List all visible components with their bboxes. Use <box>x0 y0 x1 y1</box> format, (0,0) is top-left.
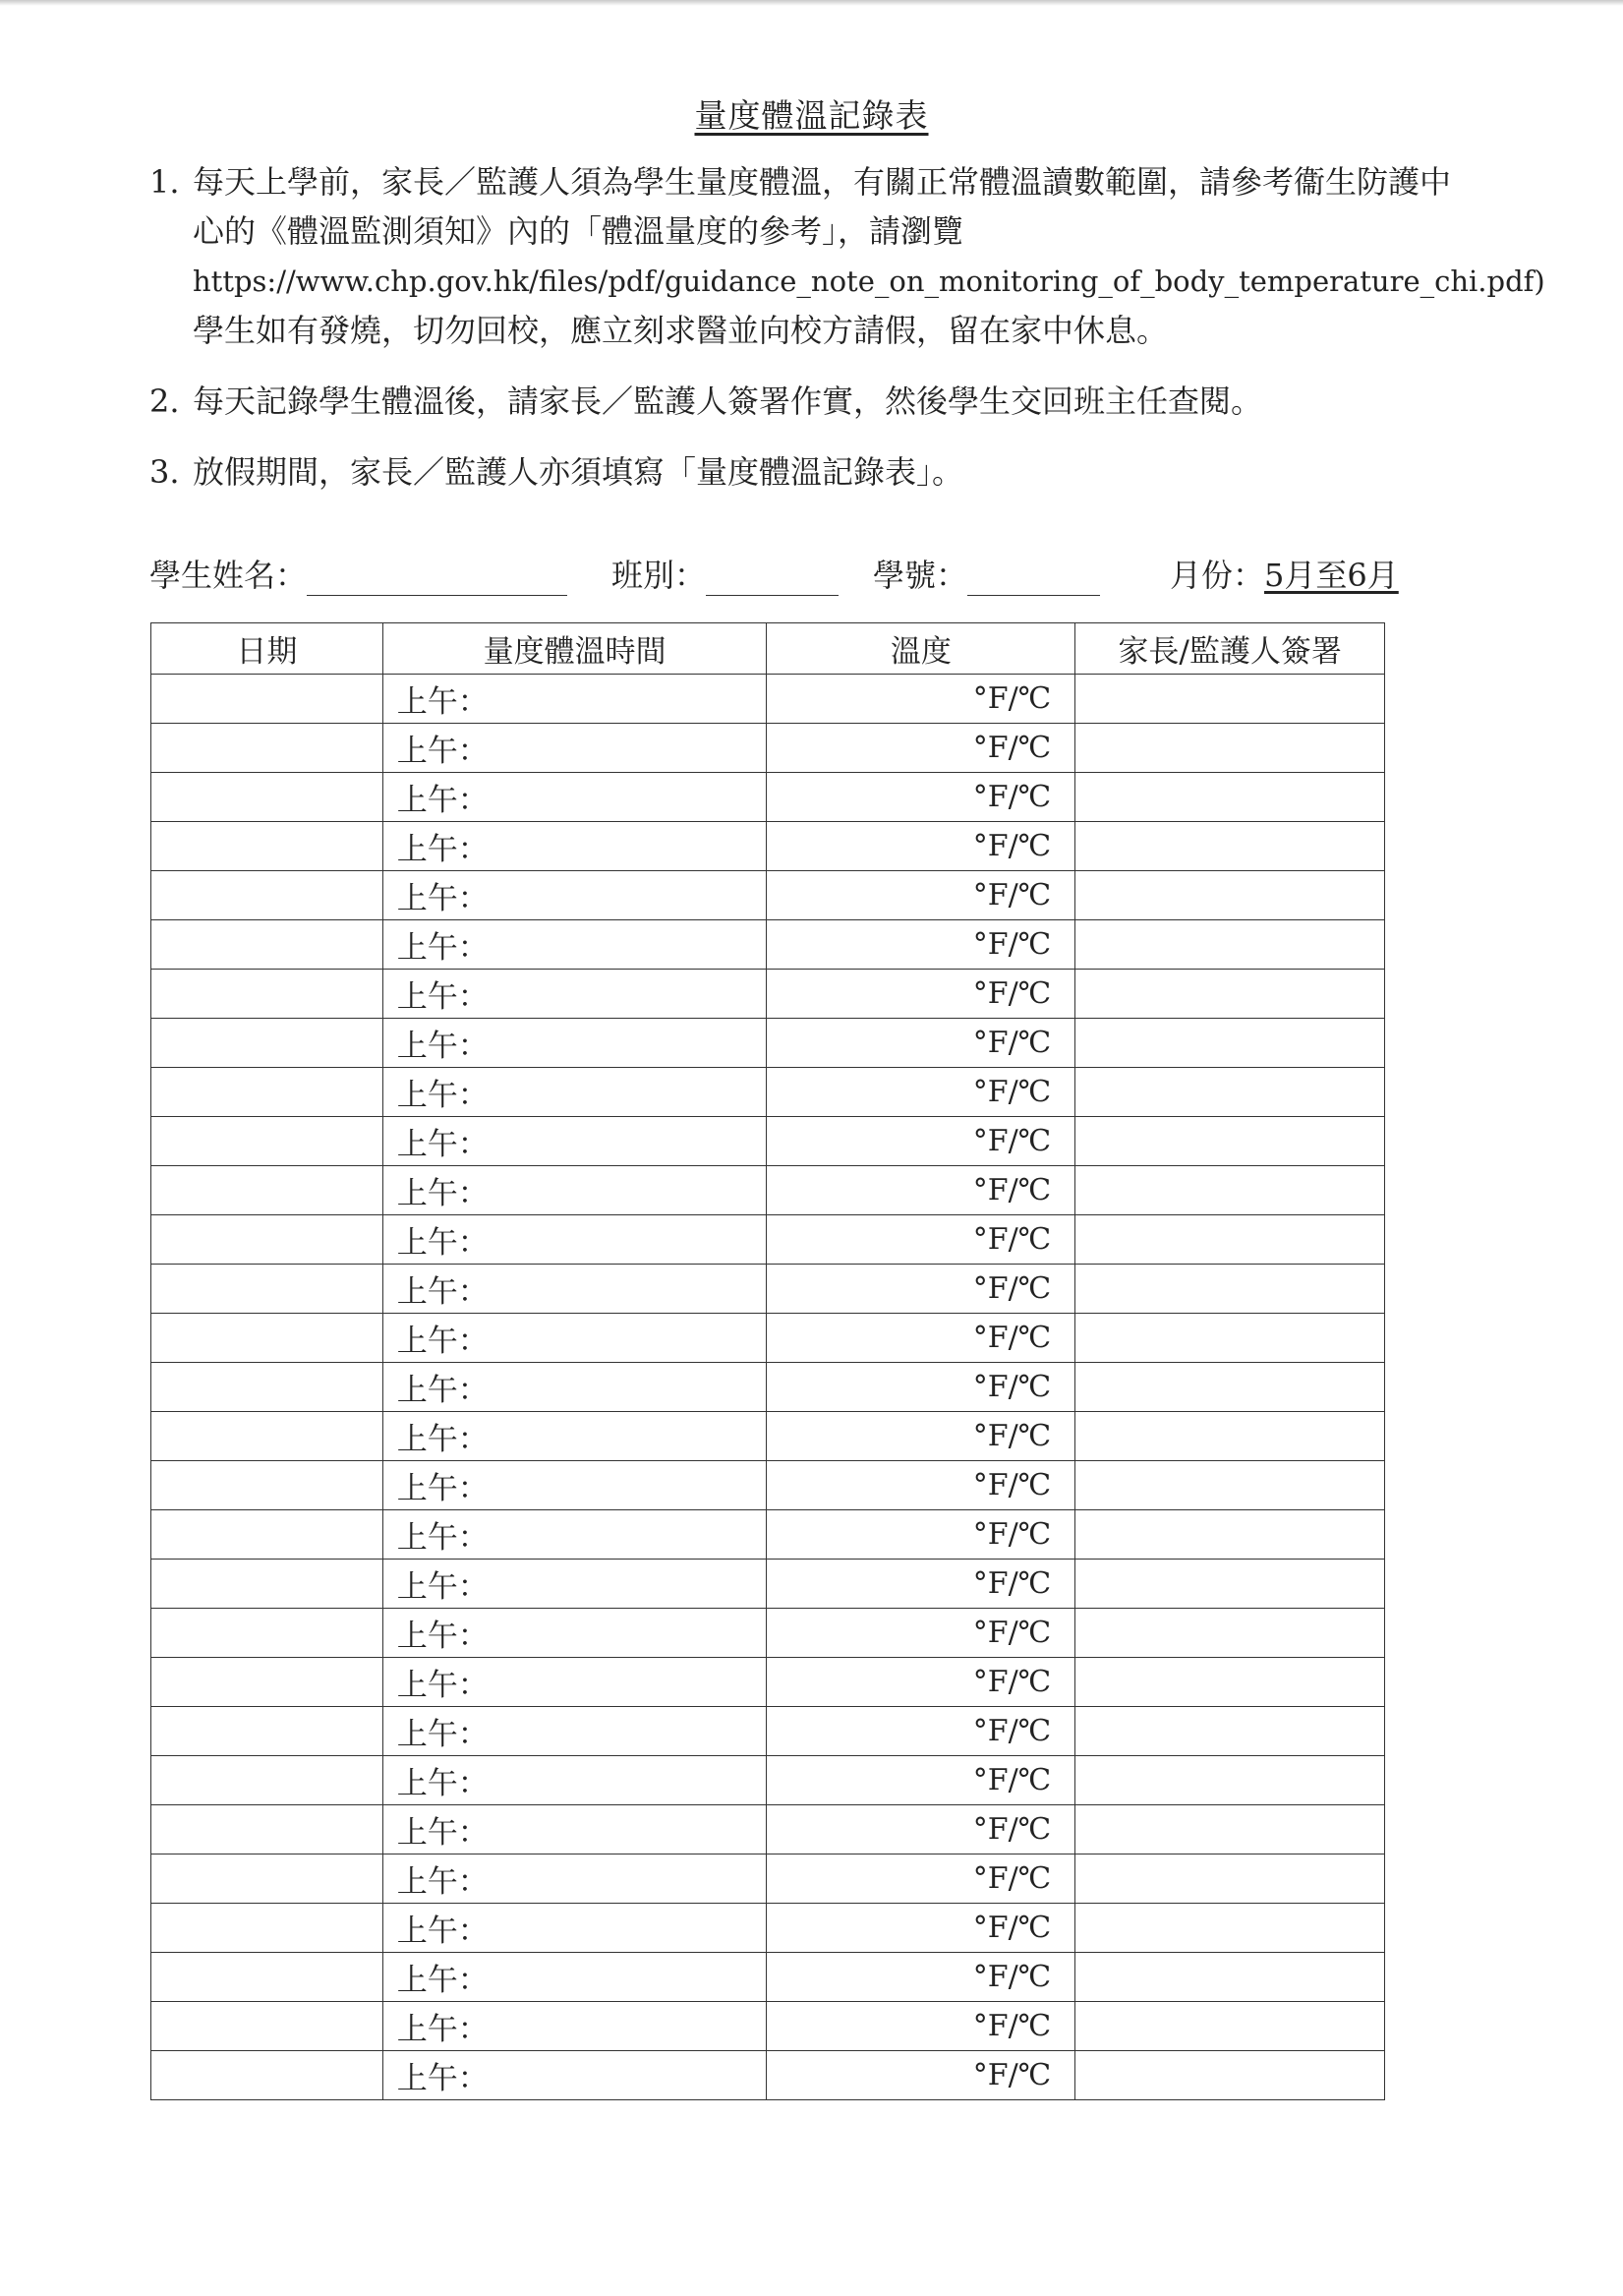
signature-cell[interactable] <box>1075 1019 1385 1068</box>
signature-cell[interactable] <box>1075 1117 1385 1166</box>
signature-cell[interactable] <box>1075 920 1385 970</box>
temperature-cell[interactable]: °F/℃ <box>767 1363 1075 1412</box>
temperature-cell[interactable]: °F/℃ <box>767 675 1075 724</box>
time-cell[interactable]: 上午： <box>382 1215 767 1265</box>
time-cell[interactable]: 上午： <box>382 1904 767 1953</box>
date-cell[interactable] <box>151 1117 383 1166</box>
time-cell[interactable]: 上午： <box>382 1805 767 1854</box>
month-label: 月份： <box>1170 557 1265 594</box>
date-cell[interactable] <box>151 1609 383 1658</box>
table-row <box>151 2051 1385 2100</box>
time-cell[interactable]: 上午： <box>382 1854 767 1904</box>
temperature-cell[interactable]: °F/℃ <box>767 1314 1075 1363</box>
date-cell[interactable] <box>151 1461 383 1510</box>
temperature-cell[interactable]: °F/℃ <box>767 822 1075 871</box>
signature-cell[interactable] <box>1075 1461 1385 1510</box>
date-cell[interactable] <box>151 1854 383 1904</box>
time-cell[interactable]: 上午： <box>382 1412 767 1461</box>
signature-cell[interactable] <box>1075 2002 1385 2051</box>
signature-cell[interactable] <box>1075 1658 1385 1707</box>
table-row <box>151 1953 1385 2002</box>
temperature-cell[interactable]: °F/℃ <box>767 1854 1075 1904</box>
instruction-text: 每天記錄學生體溫後，請家長／監護人簽署作實，然後學生交回班主任查閱。 <box>193 383 1263 420</box>
time-cell[interactable]: 上午： <box>382 871 767 920</box>
table-row <box>151 1510 1385 1560</box>
date-cell[interactable] <box>151 1068 383 1117</box>
date-cell[interactable] <box>151 1363 383 1412</box>
date-cell[interactable] <box>151 1904 383 1953</box>
table-row <box>151 1412 1385 1461</box>
time-cell[interactable]: 上午： <box>382 1019 767 1068</box>
header-date: 日期 <box>151 623 383 675</box>
instruction-number: 2. <box>149 383 180 420</box>
time-cell[interactable]: 上午： <box>382 1265 767 1314</box>
temperature-cell[interactable]: °F/℃ <box>767 2051 1075 2100</box>
table-row <box>151 1560 1385 1609</box>
temperature-cell[interactable]: °F/℃ <box>767 724 1075 773</box>
temperature-cell[interactable]: °F/℃ <box>767 1265 1075 1314</box>
month-field <box>1170 551 1399 596</box>
time-cell[interactable]: 上午： <box>382 1560 767 1609</box>
date-cell[interactable] <box>151 1658 383 1707</box>
signature-cell[interactable] <box>1075 1707 1385 1756</box>
time-cell[interactable]: 上午： <box>382 1166 767 1215</box>
signature-cell[interactable] <box>1075 773 1385 822</box>
table-row <box>151 1707 1385 1756</box>
table-row <box>151 1756 1385 1805</box>
temperature-cell[interactable]: °F/℃ <box>767 1019 1075 1068</box>
signature-cell[interactable] <box>1075 1265 1385 1314</box>
date-cell[interactable] <box>151 871 383 920</box>
student-name-label: 學生姓名： <box>149 557 308 594</box>
time-cell[interactable]: 上午： <box>382 970 767 1019</box>
table-row <box>151 675 1385 724</box>
signature-cell[interactable] <box>1075 1314 1385 1363</box>
table-row <box>151 1265 1385 1314</box>
time-cell[interactable]: 上午： <box>382 1953 767 2002</box>
date-cell[interactable] <box>151 1756 383 1805</box>
class-blank[interactable] <box>706 561 839 596</box>
temperature-cell[interactable]: °F/℃ <box>767 1412 1075 1461</box>
time-cell[interactable]: 上午： <box>382 2051 767 2100</box>
time-cell[interactable]: 上午： <box>382 1314 767 1363</box>
time-cell[interactable]: 上午： <box>382 773 767 822</box>
time-cell[interactable]: 上午： <box>382 724 767 773</box>
temperature-cell[interactable]: °F/℃ <box>767 1904 1075 1953</box>
table-row <box>151 1854 1385 1904</box>
signature-cell[interactable] <box>1075 1854 1385 1904</box>
table-header-row <box>151 623 1385 675</box>
scan-edge-shadow <box>0 0 1623 6</box>
time-cell[interactable]: 上午： <box>382 822 767 871</box>
instruction-number: 1. <box>149 163 180 201</box>
date-cell[interactable] <box>151 2002 383 2051</box>
temperature-cell[interactable]: °F/℃ <box>767 1560 1075 1609</box>
table-row <box>151 1314 1385 1363</box>
date-cell[interactable] <box>151 822 383 871</box>
date-cell[interactable] <box>151 1166 383 1215</box>
signature-cell[interactable] <box>1075 1805 1385 1854</box>
form-title: 量度體溫記錄表 <box>694 96 929 135</box>
table-body <box>151 675 1385 2100</box>
temperature-cell[interactable]: °F/℃ <box>767 773 1075 822</box>
time-cell[interactable]: 上午： <box>382 1068 767 1117</box>
time-cell[interactable]: 上午： <box>382 920 767 970</box>
date-cell[interactable] <box>151 1019 383 1068</box>
signature-cell[interactable] <box>1075 2051 1385 2100</box>
date-cell[interactable] <box>151 1314 383 1363</box>
temperature-cell[interactable]: °F/℃ <box>767 871 1075 920</box>
date-cell[interactable] <box>151 675 383 724</box>
student-number-field[interactable] <box>873 551 1100 596</box>
signature-cell[interactable] <box>1075 1215 1385 1265</box>
temperature-cell[interactable]: °F/℃ <box>767 1707 1075 1756</box>
date-cell[interactable] <box>151 920 383 970</box>
table-row <box>151 822 1385 871</box>
signature-cell[interactable] <box>1075 1166 1385 1215</box>
table-row <box>151 1363 1385 1412</box>
time-cell[interactable]: 上午： <box>382 1707 767 1756</box>
signature-cell[interactable] <box>1075 1068 1385 1117</box>
date-cell[interactable] <box>151 724 383 773</box>
table-row <box>151 1658 1385 1707</box>
class-label: 班別： <box>611 557 707 594</box>
instruction-number: 3. <box>149 453 180 491</box>
student-name-field[interactable] <box>149 551 567 596</box>
table-row <box>151 2002 1385 2051</box>
date-cell[interactable] <box>151 2051 383 2100</box>
temperature-cell[interactable]: °F/℃ <box>767 920 1075 970</box>
signature-cell[interactable] <box>1075 822 1385 871</box>
table-row <box>151 970 1385 1019</box>
temperature-cell[interactable]: °F/℃ <box>767 1953 1075 2002</box>
table-row <box>151 1019 1385 1068</box>
table-row <box>151 1904 1385 1953</box>
table-row <box>151 1609 1385 1658</box>
instruction-text-continued: 學生如有發燒，切勿回校，應立刻求醫並向校方請假，留在家中休息。 <box>193 312 1169 349</box>
temperature-cell[interactable]: °F/℃ <box>767 1215 1075 1265</box>
date-cell[interactable] <box>151 1560 383 1609</box>
table-row <box>151 773 1385 822</box>
table-row <box>151 1117 1385 1166</box>
date-cell[interactable] <box>151 1707 383 1756</box>
class-field[interactable] <box>611 551 839 596</box>
table-row <box>151 1805 1385 1854</box>
time-cell[interactable]: 上午： <box>382 1609 767 1658</box>
temperature-cell[interactable]: °F/℃ <box>767 1068 1075 1117</box>
date-cell[interactable] <box>151 1265 383 1314</box>
signature-cell[interactable] <box>1075 1756 1385 1805</box>
date-cell[interactable] <box>151 1412 383 1461</box>
table-row <box>151 724 1385 773</box>
temperature-cell[interactable]: °F/℃ <box>767 1609 1075 1658</box>
date-cell[interactable] <box>151 1215 383 1265</box>
temperature-cell[interactable]: °F/℃ <box>767 1805 1075 1854</box>
instruction-item-1 <box>149 157 1545 355</box>
signature-cell[interactable] <box>1075 970 1385 1019</box>
signature-cell[interactable] <box>1075 1560 1385 1609</box>
time-cell[interactable]: 上午： <box>382 1756 767 1805</box>
signature-cell[interactable] <box>1075 1609 1385 1658</box>
date-cell[interactable] <box>151 1953 383 2002</box>
signature-cell[interactable] <box>1075 724 1385 773</box>
temperature-cell[interactable]: °F/℃ <box>767 2002 1075 2051</box>
signature-cell[interactable] <box>1075 1412 1385 1461</box>
temperature-cell[interactable]: °F/℃ <box>767 1461 1075 1510</box>
time-cell[interactable]: 上午： <box>382 1363 767 1412</box>
table-row <box>151 871 1385 920</box>
table-row <box>151 1068 1385 1117</box>
student-number-label: 學號： <box>873 557 968 594</box>
temperature-cell[interactable]: °F/℃ <box>767 970 1075 1019</box>
signature-cell[interactable] <box>1075 871 1385 920</box>
date-cell[interactable] <box>151 970 383 1019</box>
signature-cell[interactable] <box>1075 1904 1385 1953</box>
temperature-log-table <box>150 622 1385 2100</box>
signature-cell[interactable] <box>1075 1363 1385 1412</box>
temperature-cell[interactable]: °F/℃ <box>767 1510 1075 1560</box>
temperature-cell[interactable]: °F/℃ <box>767 1117 1075 1166</box>
time-cell[interactable]: 上午： <box>382 675 767 724</box>
date-cell[interactable] <box>151 1805 383 1854</box>
student-name-blank[interactable] <box>307 561 567 596</box>
table-row <box>151 1215 1385 1265</box>
student-number-blank[interactable] <box>967 561 1100 596</box>
instructions-list <box>149 157 1545 518</box>
header-time: 量度體溫時間 <box>382 623 767 675</box>
date-cell[interactable] <box>151 1510 383 1560</box>
instruction-item-2 <box>149 377 1467 426</box>
time-cell[interactable]: 上午： <box>382 2002 767 2051</box>
time-cell[interactable]: 上午： <box>382 1117 767 1166</box>
table-row <box>151 1461 1385 1510</box>
header-temperature: 溫度 <box>767 623 1075 675</box>
signature-cell[interactable] <box>1075 1510 1385 1560</box>
instruction-text: 每天上學前，家長／監護人須為學生量度體溫，有關正常體溫讀數範圍，請參考衞生防護中心的《體溫監測須知》內的「體溫量度的參考」，請瀏覽 <box>193 163 1452 250</box>
table-row <box>151 920 1385 970</box>
instruction-url: https://www.chp.gov.hk/files/pdf/guidance_note_on_monitoring_of_body_temperature_chi.pdf) <box>193 265 1545 298</box>
student-info-row <box>149 551 1423 600</box>
header-signature: 家長/監護人簽署 <box>1075 623 1385 675</box>
temperature-cell[interactable]: °F/℃ <box>767 1756 1075 1805</box>
time-cell[interactable]: 上午： <box>382 1658 767 1707</box>
table-row <box>151 1166 1385 1215</box>
signature-cell[interactable] <box>1075 1953 1385 2002</box>
month-value: 5月至6月 <box>1264 557 1399 594</box>
time-cell[interactable]: 上午： <box>382 1461 767 1510</box>
instruction-item-3 <box>149 447 1467 497</box>
time-cell[interactable]: 上午： <box>382 1510 767 1560</box>
temperature-cell[interactable]: °F/℃ <box>767 1166 1075 1215</box>
date-cell[interactable] <box>151 773 383 822</box>
temperature-cell[interactable]: °F/℃ <box>767 1658 1075 1707</box>
instruction-text: 放假期間，家長／監護人亦須填寫「量度體溫記錄表」。 <box>193 453 964 491</box>
signature-cell[interactable] <box>1075 675 1385 724</box>
